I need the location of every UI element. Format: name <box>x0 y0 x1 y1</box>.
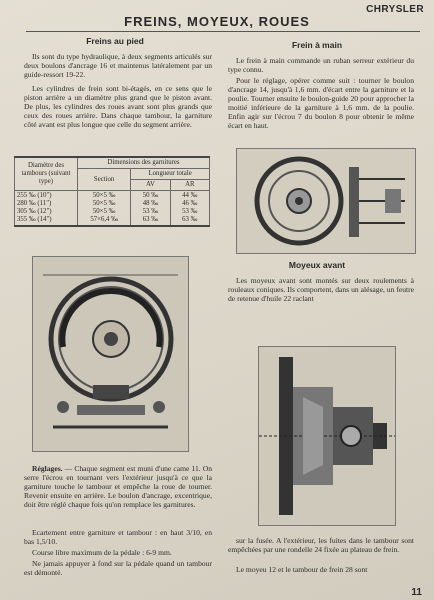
title-divider <box>26 31 420 32</box>
page-number: 11 <box>411 587 422 598</box>
adjustments-label: Réglages. <box>32 464 63 473</box>
paragraph-hand-brake-intro: Le frein à main commande un ruban serreur extérieur du type connu. <box>228 56 414 74</box>
paragraph-pedal-warning: Ne jamais appuyer à fond sur la pédale quand un tambour est démonté. <box>24 559 212 577</box>
paragraph-pedal-travel: Course libre maximum de la pédale : 6-9 mm. <box>32 548 172 557</box>
lining-dimensions-table <box>14 156 210 227</box>
table-cell-ar: 53 ‰ <box>182 208 198 215</box>
paragraph-front-hubs: Les moyeux avant sont montés sur deux roulements à rouleaux coniques. Ils comportent, dans un alésage, un feutre de retenue d'huile 22 raclant <box>228 276 414 303</box>
brake-drum-illustration <box>32 256 189 452</box>
table-header-dimensions: Dimensions des garnitures <box>78 157 210 169</box>
page-title: FREINS, MOYEUX, ROUES <box>124 14 310 29</box>
table-cell-av: 53 ‰ <box>142 208 159 215</box>
hand-brake-illustration <box>236 148 416 254</box>
section-heading-front-hubs: Moyeux avant <box>288 260 346 270</box>
paragraph-hand-brake-adjustment: Pour le réglage, opérer comme suit : tourner le boulon d'ancrage 14, jusqu'à 1,6 mm. d'écart entre la garniture et la poulie. Tourner ensuite le boulon-guide 20 pour approcher la moitié inférieure de la garniture à 1,6 mm. de la poulie. Enfin agir sur l'écrou 7 du boulon 8 pour obtenir le même écart en haut. <box>228 76 414 130</box>
brake-drum-drawing <box>33 257 188 451</box>
front-hub-drawing <box>259 347 395 525</box>
section-heading-hand-brake: Frein à main <box>291 40 343 50</box>
table-cell-ar: 63 ‰ <box>182 216 198 223</box>
table-cell-section: 50×5 ‰ <box>92 200 116 207</box>
table-cell-ar: 44 ‰ <box>182 192 198 199</box>
table-header-length: Longueur totale <box>131 169 210 180</box>
paragraph-brake-type: Ils sont du type hydraulique, à deux segments articulés sur deux boulons d'ancrage 16 et maintenus latéralement par un guide-ressort 19-22. <box>24 52 212 79</box>
table-header-av: AV <box>131 180 170 191</box>
section-heading-foot-brakes: Freins au pied <box>86 36 144 46</box>
table-cell-section: 50×5 ‰ <box>92 208 116 215</box>
table-cell-av: 48 ‰ <box>142 200 159 207</box>
table-cell-diameter: 355 ‰ (14") <box>17 216 52 223</box>
table-cell-av: 63 ‰ <box>142 216 159 223</box>
brand-header: CHRYSLER <box>366 4 424 15</box>
table-cell-section: 57×6,4 ‰ <box>90 216 118 223</box>
table-cell-diameter: 305 ‰ (12") <box>17 208 52 215</box>
front-hub-illustration <box>258 346 396 526</box>
table-cell-ar: 46 ‰ <box>182 200 198 207</box>
table-header-diameter: Diamètre des tambours (suivant type) <box>15 157 78 191</box>
table-cell-diameter: 280 ‰ (11") <box>17 200 52 207</box>
table-cell-section: 50×5 ‰ <box>92 192 116 199</box>
paragraph-front-hub-seal: sur la fusée. A l'extérieur, les fuites dans le tambour sont empêchées par une rondelle 24 fixée au plateau de frein. <box>228 536 414 554</box>
adjustments-text: — Chaque segment est muni d'une came 11. On serre l'écrou en tournant vers l'extérieur jusqu'à ce que la garniture touche le tambour et empêche la roue de tourner. Revenir ensuite en arrière. Le boulon d'ancrage, excentrique, doit être réglé chaque fois qu'on remplace les garnitures. <box>24 464 212 509</box>
paragraph-brake-cylinders: Les cylindres de frein sont bi-étagés, en ce sens que le piston arrière a un diamètre plus grand que le piston avant. De plus, les cylindres des roues avant sont plus grands que ceux des roues arrière. Dans chaque tambour, la garniture côté avant est plus longue que celle du segment arrière. <box>24 84 212 129</box>
paragraph-adjustments <box>24 464 212 509</box>
table-header-ar: AR <box>170 180 209 191</box>
table-cell-diameter: 255 ‰ (10") <box>17 192 52 199</box>
paragraph-lining-clearance: Ecartement entre garniture et tambour : en haut 3/10, en bas 1,5/10. <box>24 528 212 546</box>
table-row <box>15 191 210 227</box>
hand-brake-drawing <box>237 149 415 253</box>
paragraph-hub-drum: Le moyeu 12 et le tambour de frein 28 sont <box>236 565 368 574</box>
table-header-section: Section <box>78 169 131 191</box>
table-cell-av: 50 ‰ <box>142 192 159 199</box>
